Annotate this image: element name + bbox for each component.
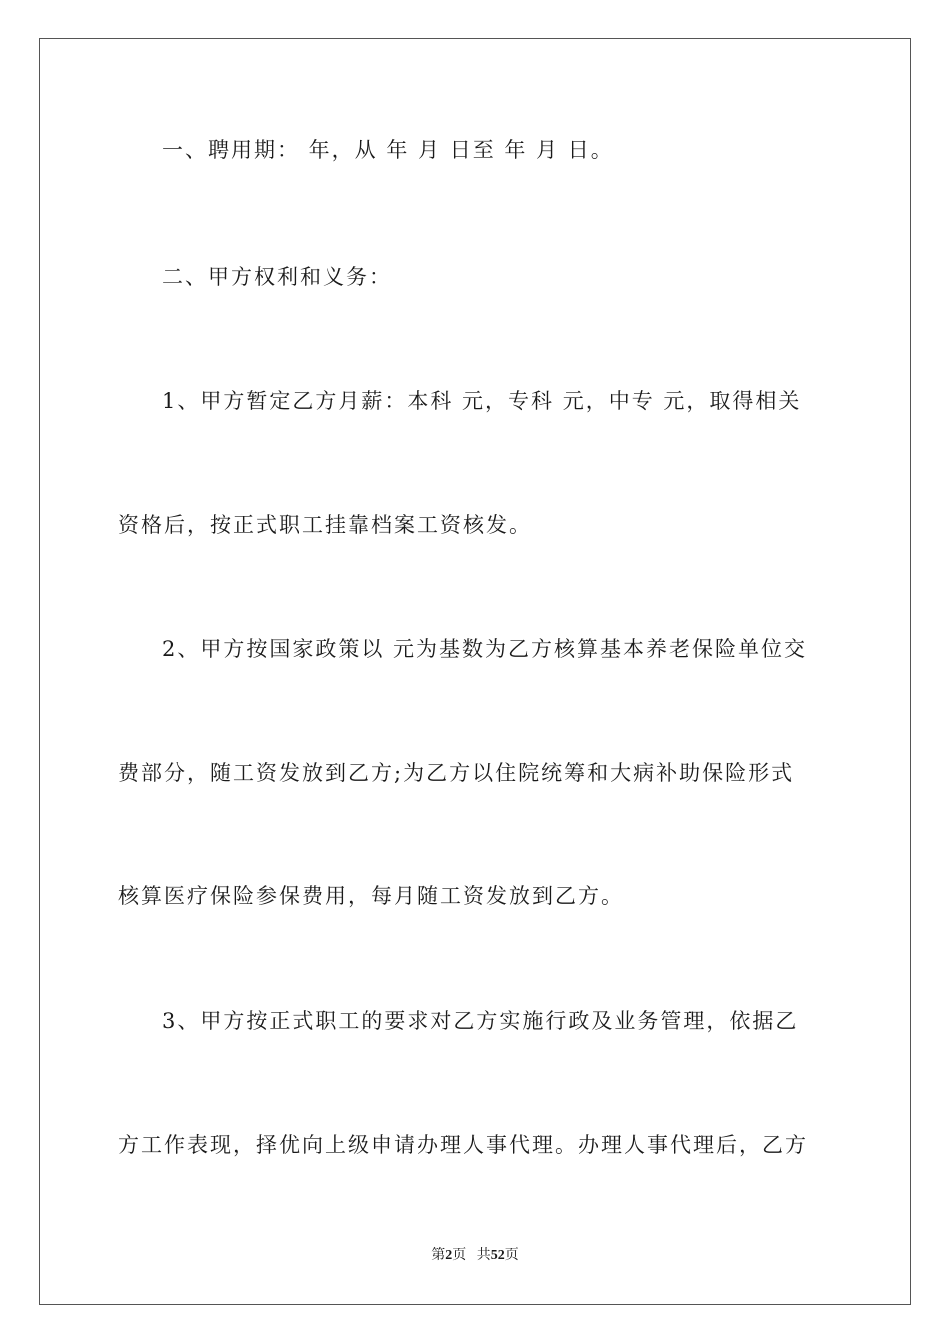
footer-page-number: 2: [445, 1248, 453, 1263]
footer-page-suffix: 页: [452, 1248, 467, 1263]
clause-2-line-2: 费部分，随工资发放到乙方;为乙方以住院统筹和大病补助保险形式: [118, 761, 795, 785]
footer-total-suffix: 页: [504, 1248, 519, 1263]
clause-employment-period: 一、聘用期： 年，从 年 月 日至 年 月 日。: [162, 138, 614, 162]
clause-2-line-1: 2、甲方按国家政策以 元为基数为乙方核算基本养老保险单位交: [162, 637, 808, 661]
clause-1-line-2: 资格后，按正式职工挂靠档案工资核发。: [118, 513, 532, 537]
clause-1-line-1: 1、甲方暂定乙方月薪：本科 元，专科 元，中专 元，取得相关: [162, 389, 802, 413]
footer-total-prefix: 共: [476, 1248, 491, 1263]
clause-3-line-2: 方工作表现，择优向上级申请办理人事代理。办理人事代理后，乙方: [118, 1133, 808, 1157]
page-border: [39, 38, 911, 1305]
clause-3-line-1: 3、甲方按正式职工的要求对乙方实施行政及业务管理，依据乙: [162, 1009, 799, 1033]
page-footer: [0, 1246, 950, 1266]
section-heading-party-a-rights: 二、甲方权利和义务：: [162, 265, 392, 289]
clause-2-line-3: 核算医疗保险参保费用，每月随工资发放到乙方。: [118, 884, 624, 908]
footer-total-pages: 52: [490, 1248, 505, 1263]
footer-page-prefix: 第: [431, 1248, 446, 1263]
